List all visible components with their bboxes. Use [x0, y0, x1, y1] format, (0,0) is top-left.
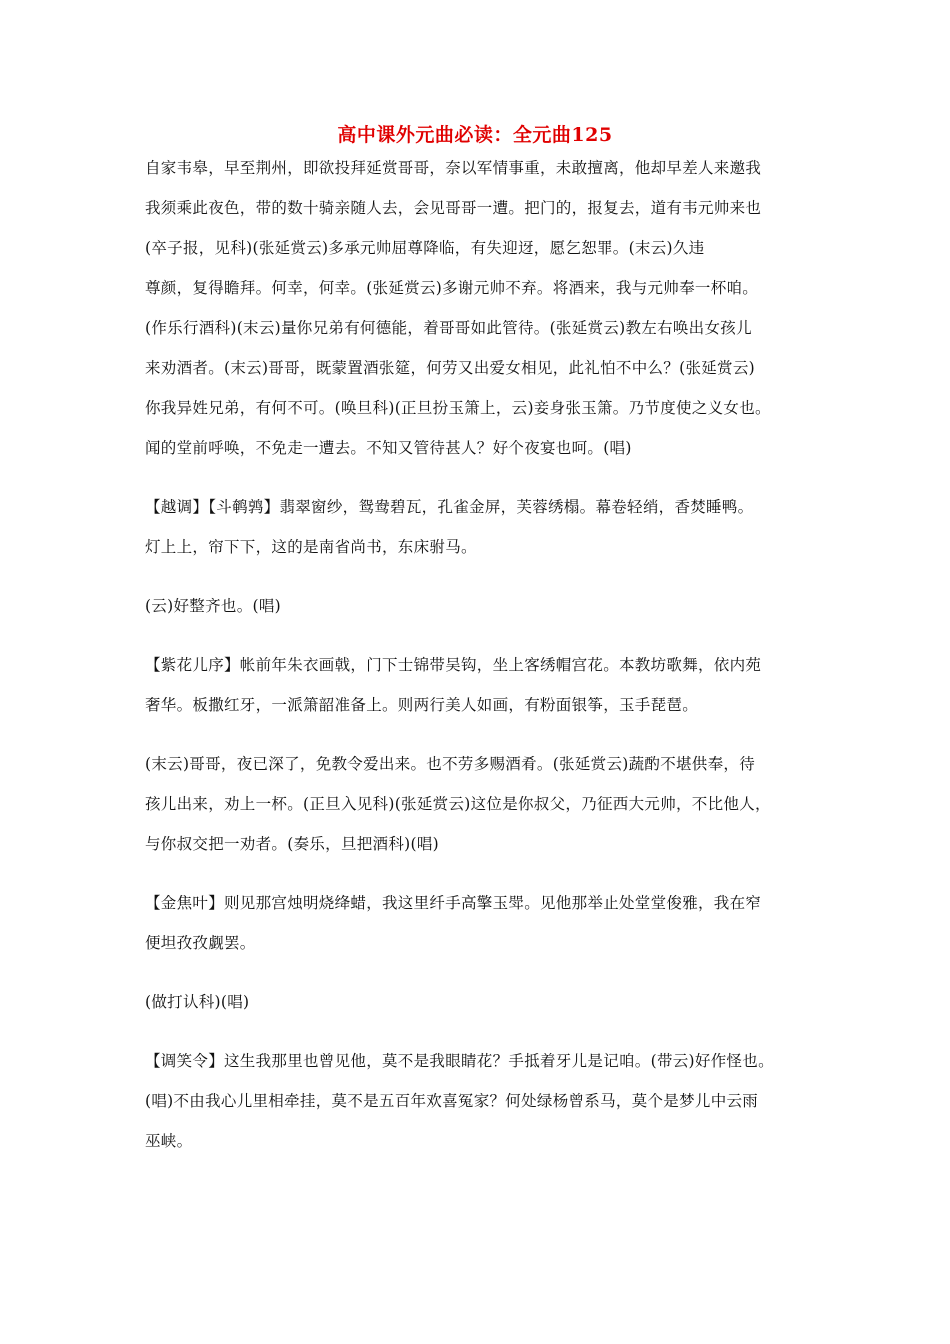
- text-line: 奢华。板撒红牙，一派箫韶准备上。则两行美人如画，有粉面银筝，玉手琵琶。: [145, 696, 699, 714]
- text-line: 我须乘此夜色，带的数十骑亲随人去，会见哥哥一遭。把门的，报复去，道有韦元帅来也: [145, 199, 762, 217]
- paragraph: [145, 148, 825, 468]
- text-line: (末云)哥哥，夜已深了，免教令爱出来。也不劳多赐酒肴。(张延赏云)蔬酌不堪供奉，待: [145, 755, 755, 773]
- text-line: 闻的堂前呼唤，不免走一遭去。不知又管待甚人？好个夜宴也呵。(唱): [145, 439, 632, 457]
- text-line: 【调笑令】这生我那里也曾见他，莫不是我眼睛花？手抵着牙儿是记咱。(带云)好作怪也。: [145, 1052, 774, 1070]
- text-line: 【紫花儿序】帐前年朱衣画戟，门下士锦带吴钩，坐上客绣帽宫花。本教坊歌舞，依内苑: [145, 656, 762, 674]
- paragraph: [145, 586, 825, 626]
- paragraph: [145, 982, 825, 1022]
- text-line: 来劝酒者。(末云)哥哥，既蒙置酒张筵，何劳又出爱女相见，此礼怕不中么？(张延赏云): [145, 359, 755, 377]
- text-line: (作乐行酒科)(末云)量你兄弟有何德能，着哥哥如此管待。(张延赏云)教左右唤出女孩儿: [145, 319, 752, 337]
- text-line: 你我异姓兄弟，有何不可。(唤旦科)(正旦扮玉箫上，云)妾身张玉箫。乃节度使之义女也。: [145, 399, 771, 417]
- paragraph: [145, 1041, 825, 1161]
- text-line: 【越调】【斗鹌鹑】翡翠窗纱，鸳鸯碧瓦，孔雀金屏，芙蓉绣榻。幕卷轻绡，香焚睡鸭。: [145, 498, 754, 516]
- text-line: 孩儿出来，劝上一杯。(正旦入见科)(张延赏云)这位是你叔父，乃征西大元帅，不比他人，: [145, 795, 771, 813]
- text-line: 与你叔交把一劝者。(奏乐，旦把酒科)(唱): [145, 835, 439, 853]
- text-line: (做打认科)(唱): [145, 993, 250, 1011]
- text-line: 便坦孜孜觑罢。: [145, 934, 256, 952]
- document-title: 高中课外元曲必读：全元曲125: [337, 124, 613, 146]
- paragraph: [145, 645, 825, 725]
- text-line: (卒子报，见科)(张延赏云)多承元帅屈尊降临，有失迎迓，愿乞恕罪。(末云)久违: [145, 239, 705, 257]
- text-line: 巫峡。: [145, 1132, 193, 1150]
- text-line: (云)好整齐也。(唱): [145, 597, 281, 615]
- paragraph: [145, 744, 825, 864]
- paragraph: [145, 487, 825, 567]
- document-body: [145, 148, 825, 1161]
- paragraph: [145, 883, 825, 963]
- text-line: (唱)不由我心儿里相牵挂，莫不是五百年欢喜冤家？何处绿杨曾系马，莫个是梦儿中云雨: [145, 1092, 759, 1110]
- text-line: 灯上上，帘下下，这的是南省尚书，东床驸马。: [145, 538, 477, 556]
- text-line: 自家韦皋，早至荆州，即欲投拜延赏哥哥，奈以军情事重，未敢擅离，他却早差人来邀我: [145, 159, 762, 177]
- text-line: 【金焦叶】则见那宫烛明烧绛蜡，我这里纤手高擎玉斝。见他那举止处堂堂俊雅，我在窄: [145, 894, 762, 912]
- text-line: 尊颜，复得瞻拜。何幸，何幸。(张延赏云)多谢元帅不弃。将酒来，我与元帅奉一杯咱。: [145, 279, 759, 297]
